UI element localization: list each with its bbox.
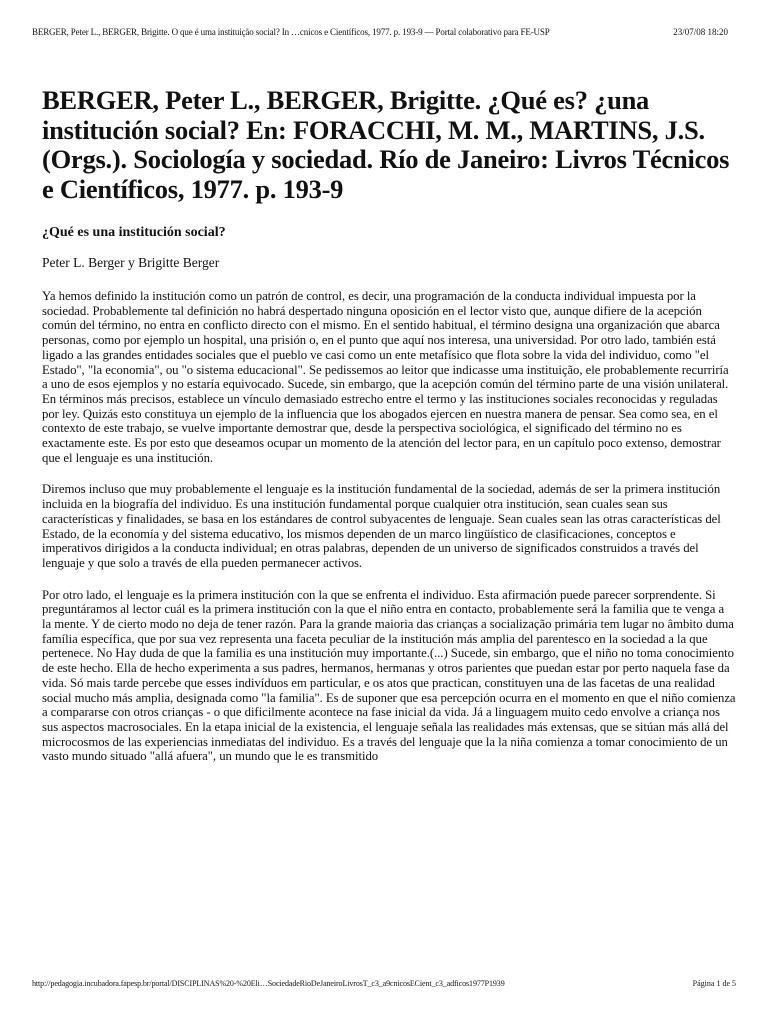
document-body: [42, 86, 736, 764]
document-title: BERGER, Peter L., BERGER, Brigitte. ¿Qué es? ¿una institución social? En: FORACCHI, M. M., MARTINS, J.S. (Orgs.). Sociología y sociedad. Río de Janeiro: Livros Técnicos e Científicos, 1977. p. 193-9: [42, 85, 730, 204]
print-footer-page-number: Página 1 de 5: [692, 979, 736, 988]
section-heading: ¿Qué es una institución social?: [42, 225, 226, 240]
print-header: [0, 0, 768, 37]
paragraph-1: Ya hemos definido la institución como un patrón de control, es decir, una programación de la conducta individual impuesta por la sociedad. Probablemente tal definición no habrá despertado ninguna oposición en el lector visto que, aunque difiere de la acepción común del término, no entra en conflicto directo con el mismo. En el sentido habitual, el término designa una organización que abarca personas, como por ejemplo un hospital, una prisión o, en el punto que aquí nos interesa, una universidad. Por otro lado, también está ligado a las grandes entidades sociales que el pueblo ve casi como un ente metafísico que flota sobre la vida del individuo, como "el Estado", "la economia", ou "o sistema educacional". Se pedissemos ao leitor que indicasse uma instituição, ele probablemente recurriría a uno de esos ejemplos y no estaría equivocado. Sucede, sin embargo, que la acepción común del término parte de una visión unilateral. En términos más precisos, establece un vínculo demasiado estrecho entre el termo y las instituciones sociales reconocidas y reguladas por ley. Quizás esto constituya un ejemplo de la influencia que los abogados ejercen en nuestra manera de pensar. Sea como sea, en el contexto de este trabajo, se vuelve importante demostrar que, desde la perspectiva sociológica, el significado del término no es exactamente este. Es por esto que deseamos ocupar un momento de la atención del lector para, en un capítulo poco extenso, demostrar que el lenguaje es una institución.: [42, 289, 729, 465]
print-header-timestamp: 23/07/08 18:20: [673, 27, 728, 37]
authors-line: Peter L. Berger y Brigitte Berger: [42, 255, 220, 270]
print-footer: [0, 964, 768, 1024]
paragraph-2: Diremos incluso que muy probablemente el lenguaje es la institución fundamental de la sociedad, además de ser la primera institución incluida en la biografía del individuo. Es una institución fundamental porque cualquier otra institución, sean cuales sean sus características y finalidades, se basa en los estándares de control subyacentes de lenguaje. Sean cuales sean las otras características del Estado, de la economía y del sistema educativo, los mismos dependen de un marco lingüístico de clasificaciones, conceptos e imperativos dirigidos a la conducta individual; en otras palabras, dependen de un universo de significados construidos a través del lenguaje y que solo a través de ella pueden permanecer activos.: [42, 482, 721, 570]
print-header-title: BERGER, Peter L., BERGER, Brigitte. O que é uma instituição social? In …cnicos e Científicos, 1977. p. 193-9 — Portal colaborativo para FE-USP: [32, 27, 550, 37]
print-footer-url: http://pedagogia.incubadora.fapesp.br/portal/DISCIPLINAS%20-%20Eli…SociedadeRioDeJaneiroLivrosT_c3_a9cnicosECient_c3_adficos1977P1939: [32, 979, 505, 988]
paragraph-3: Por otro lado, el lenguaje es la primera institución con la que se enfrenta el individuo. Esta afirmación puede parecer sorprendente. Si preguntáramos al lector cuál es la primera institución con la que el niño entra en contacto, probablemente será la familia que te venga a la mente. Y de cierto modo no deja de tener razón. Para la grande maioria das crianças a socialização primária tem lugar no âmbito duma família específica, que por sua vez representa una faceta peculiar de la institución más amplia del parentesco en la sociedad a la que pertenece. No Hay duda de que la familia es una institución muy importante.(...) Sucede, sin embargo, que el niño no toma conocimiento de este hecho. Ella de hecho experimenta a sus padres, hermanos, hermanas y otros parientes que puedan estar por perto naquela fase da vida. Só mais tarde percebe que esses indivíduos em particular, e os atos que practican, constituyen una de las facetas de una realidad social mucho más amplia, designada como "la familia". Es de suponer que esa percepción ocurra en el momento en que el niño comienza a compararse con otros crianças - o que dificilmente acontece na fase inicial da vida. Já a linguagem muito cedo envolve a criança nos sus aspectos macrosociales. En la etapa inicial de la existencia, el lenguaje señala las realidades más extensas, que se sitúan más allá del microcosmos de las experiencias inmediatas del individuo. Es a través del lenguaje que la la niña comienza a tomar conocimiento de un vasto mundo situado "allá afuera", un mundo que le es transmitido: [42, 587, 736, 764]
